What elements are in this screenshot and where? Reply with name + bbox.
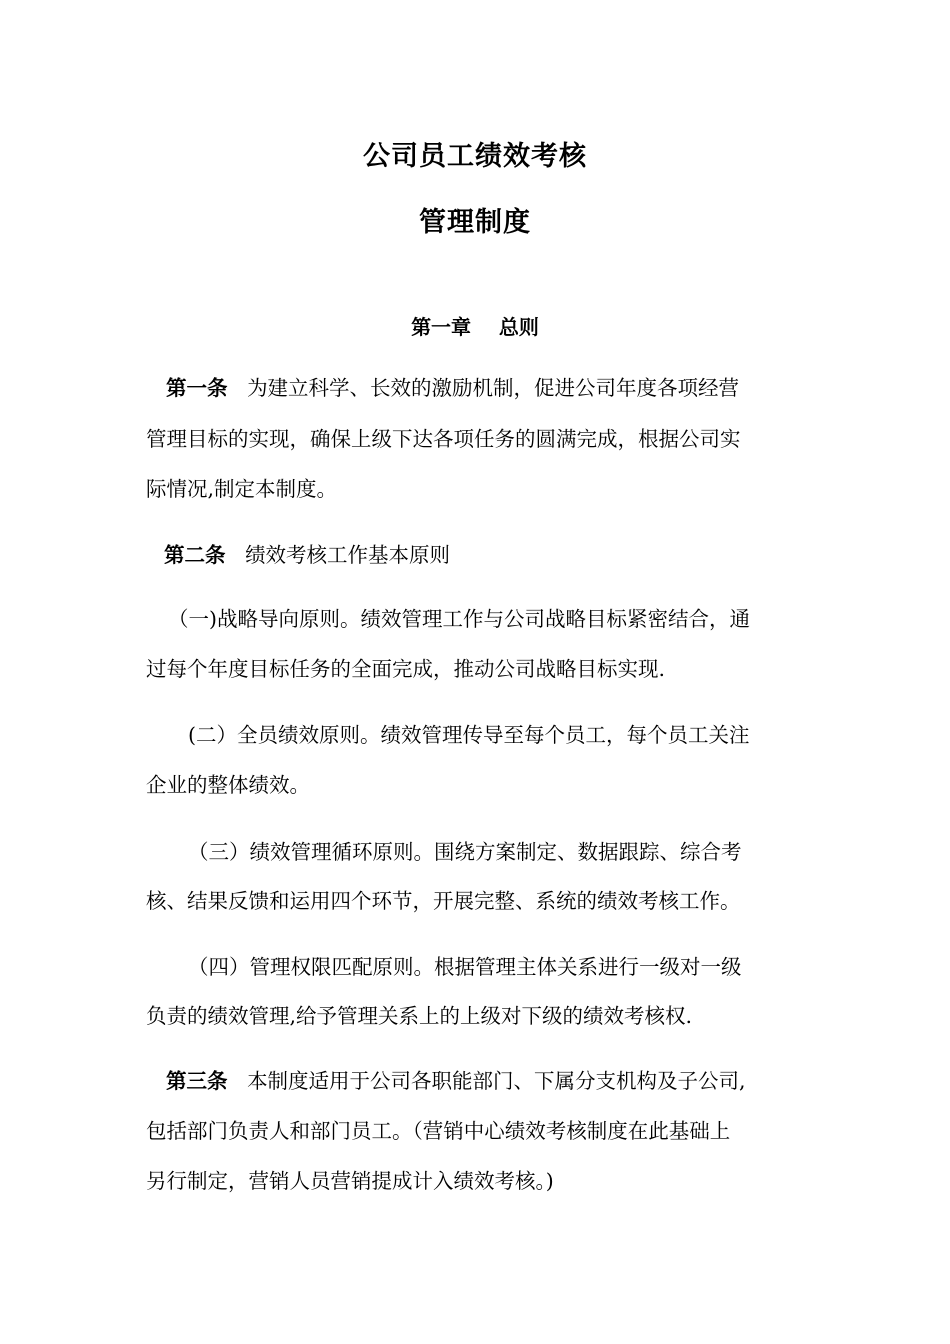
principle-4-text-line-2: 负责的绩效管理,给予管理关系上的上级对下级的绩效考核权. — [146, 1004, 693, 1028]
principle-1-text-line-1: （一)战略导向原则。绩效管理工作与公司战略目标紧密结合，通 — [168, 607, 750, 631]
article-1-heading: 第一条 — [166, 376, 228, 400]
article-2-text-line-1: 绩效考核工作基本原则 — [245, 543, 451, 567]
article-3-first-line — [166, 1067, 746, 1095]
article-1-first-line — [166, 374, 739, 402]
document-title-line-2: 管理制度 — [419, 207, 531, 238]
article-2-first-line — [164, 541, 450, 569]
article-1-text-line-1: 为建立科学、长效的激励机制，促进公司年度各项经营 — [247, 376, 740, 400]
article-2-heading: 第二条 — [164, 543, 226, 567]
principle-1-text-line-2: 过每个年度目标任务的全面完成，推动公司战略目标实现. — [146, 657, 666, 681]
principle-2-text-line-2: 企业的整体绩效。 — [146, 773, 310, 797]
principle-4-text-line-1: （四）管理权限匹配原则。根据管理主体关系进行一级对一级 — [188, 955, 742, 979]
document-title-line-1: 公司员工绩效考核 — [363, 141, 587, 172]
chapter-heading — [0, 311, 950, 340]
article-3-text-line-2: 包括部门负责人和部门员工。（营销中心绩效考核制度在此基础上 — [146, 1119, 731, 1143]
article-1-text-line-3: 际情况,制定本制度。 — [146, 477, 338, 501]
chapter-number: 第一章 — [411, 315, 472, 339]
article-1-text-line-2: 管理目标的实现，确保上级下达各项任务的圆满完成，根据公司实 — [146, 427, 741, 451]
article-3-heading: 第三条 — [166, 1069, 228, 1093]
article-3-text-line-1: 本制度适用于公司各职能部门、下属分支机构及子公司, — [247, 1069, 746, 1093]
principle-3-text-line-2: 核、结果反馈和运用四个环节，开展完整、系统的绩效考核工作。 — [146, 889, 741, 913]
principle-3-text-line-1: （三）绩效管理循环原则。围绕方案制定、数据跟踪、综合考 — [188, 840, 742, 864]
chapter-name: 总则 — [498, 315, 539, 339]
article-3-text-line-3: 另行制定，营销人员营销提成计入绩效考核。) — [146, 1169, 554, 1193]
principle-2-text-line-1: (二）全员绩效原则。绩效管理传导至每个员工，每个员工关注 — [188, 723, 750, 747]
